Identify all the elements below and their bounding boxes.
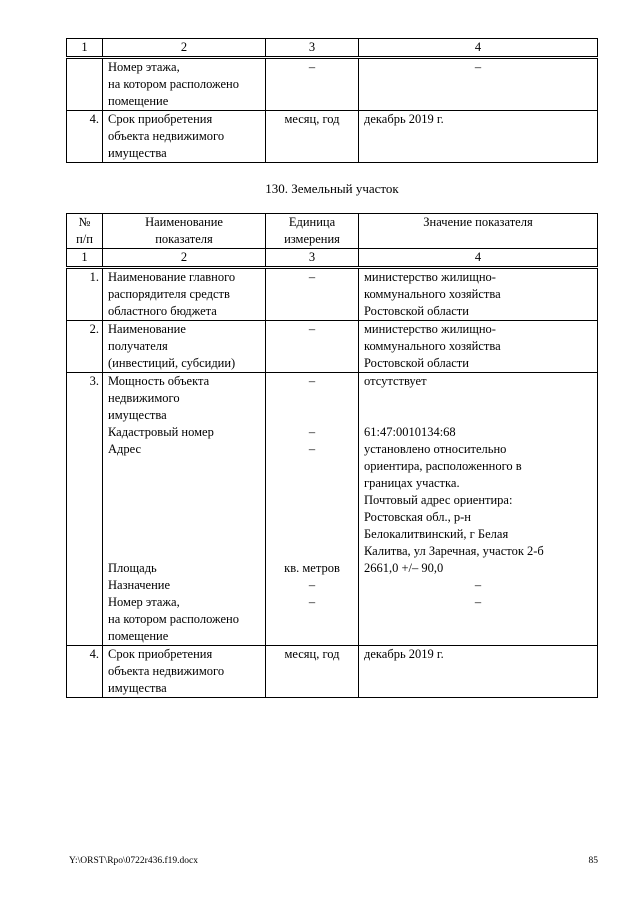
header-line: п/п — [76, 232, 93, 246]
header-row — [67, 214, 598, 249]
unit-cell — [266, 373, 359, 646]
page-number: 85 — [588, 856, 598, 866]
name-line: имущества — [108, 146, 167, 160]
col-number-1: 1 — [67, 249, 103, 268]
floor-value: – — [474, 595, 482, 609]
value-line: министерство жилищно- — [364, 270, 496, 284]
address-line: установлено относительно — [364, 442, 507, 456]
floor-name-line: помещение — [108, 629, 169, 643]
table-row — [67, 268, 598, 321]
header-line: показателя — [155, 232, 213, 246]
col-number-2: 2 — [103, 39, 266, 58]
cadastral-unit: – — [308, 425, 316, 439]
value-cell — [359, 373, 598, 646]
purpose-value: – — [474, 578, 482, 592]
indicator-name — [103, 111, 266, 163]
power-name-line: Мощность объекта — [108, 374, 210, 388]
power-value: отсутствует — [364, 374, 427, 388]
header-number — [67, 214, 103, 249]
header-value: Значение показателя — [359, 214, 598, 249]
area-label: Площадь — [108, 561, 157, 575]
value-cell — [359, 321, 598, 373]
value-cell: – — [359, 58, 598, 111]
header-line: измерения — [284, 232, 340, 246]
value-line: коммунального хозяйства — [364, 339, 501, 353]
address-unit: – — [308, 442, 316, 456]
name-line: Срок приобретения — [108, 112, 213, 126]
col-number-2: 2 — [103, 249, 266, 268]
table-row — [67, 111, 598, 163]
col-number-3: 3 — [266, 39, 359, 58]
indicator-name — [103, 373, 266, 646]
land-plot-table — [66, 213, 598, 698]
header-line: Наименование — [145, 215, 223, 229]
address-label: Адрес — [108, 442, 142, 456]
row-number: 2. — [67, 321, 103, 373]
section-title: 130. Земельный участок — [265, 181, 399, 196]
power-name-line: имущества — [108, 408, 167, 422]
row-number — [67, 58, 103, 111]
header-line: № — [78, 215, 91, 229]
address-line: границах участка. — [364, 476, 460, 490]
name-line: областного бюджета — [108, 304, 217, 318]
column-number-row — [67, 39, 598, 58]
purpose-unit: – — [308, 578, 316, 592]
row-number: 4. — [67, 111, 103, 163]
name-line: (инвестиций, субсидии) — [108, 356, 236, 370]
name-line: Срок приобретения — [108, 647, 213, 661]
table-row — [67, 321, 598, 373]
value-cell: декабрь 2019 г. — [359, 111, 598, 163]
header-line: Единица — [288, 215, 336, 229]
col-number-4: 4 — [359, 39, 598, 58]
floor-name-line: Номер этажа, — [108, 595, 180, 609]
address-line: Ростовская обл., р-н — [364, 510, 471, 524]
value-cell: декабрь 2019 г. — [359, 646, 598, 698]
value-line: Ростовской области — [364, 304, 469, 318]
col-number-4: 4 — [359, 249, 598, 268]
name-line: Наименование главного — [108, 270, 236, 284]
col-number-1: 1 — [67, 39, 103, 58]
col-number-3: 3 — [266, 249, 359, 268]
table-row — [67, 646, 598, 698]
row-number: 3. — [67, 373, 103, 646]
purpose-label: Назначение — [108, 578, 171, 592]
unit-cell: – — [266, 268, 359, 321]
name-line: объекта недвижимого — [108, 129, 225, 143]
header-indicator-name — [103, 214, 266, 249]
unit-cell: месяц, год — [266, 111, 359, 163]
indicator-name — [103, 646, 266, 698]
cadastral-label: Кадастровый номер — [108, 425, 214, 439]
continued-table — [66, 38, 598, 163]
name-line: имущества — [108, 681, 167, 695]
cadastral-value: 61:47:0010134:68 — [364, 425, 456, 439]
name-line: Номер этажа, — [108, 60, 180, 74]
indicator-name — [103, 321, 266, 373]
value-line: министерство жилищно- — [364, 322, 496, 336]
header-unit — [266, 214, 359, 249]
value-line: коммунального хозяйства — [364, 287, 501, 301]
name-line: объекта недвижимого — [108, 664, 225, 678]
column-number-row — [67, 249, 598, 268]
address-line: Белокалитвинский, г Белая — [364, 527, 509, 541]
name-line: распорядителя средств — [108, 287, 230, 301]
area-value: 2661,0 +/– 90,0 — [364, 561, 444, 575]
value-cell — [359, 268, 598, 321]
row-number: 4. — [67, 646, 103, 698]
table-row — [67, 58, 598, 111]
area-unit: кв. метров — [284, 561, 340, 575]
unit-cell: – — [266, 58, 359, 111]
unit-cell: месяц, год — [266, 646, 359, 698]
value-line: Ростовской области — [364, 356, 469, 370]
indicator-name — [103, 268, 266, 321]
unit-cell: – — [266, 321, 359, 373]
name-line: помещение — [108, 94, 169, 108]
address-line: Калитва, ул Заречная, участок 2-б — [364, 544, 544, 558]
name-line: получателя — [108, 339, 168, 353]
table-row — [67, 373, 598, 646]
address-line: ориентира, расположенного в — [364, 459, 522, 473]
name-line: Наименование — [108, 322, 186, 336]
file-path: Y:\ORST\Rpo\0722r436.f19.docx — [69, 856, 198, 866]
power-unit: – — [308, 374, 316, 388]
name-line: на котором расположено — [108, 77, 239, 91]
row-number: 1. — [67, 268, 103, 321]
floor-unit: – — [308, 595, 316, 609]
power-name-line: недвижимого — [108, 391, 180, 405]
address-line: Почтовый адрес ориентира: — [364, 493, 513, 507]
indicator-name — [103, 58, 266, 111]
floor-name-line: на котором расположено — [108, 612, 239, 626]
